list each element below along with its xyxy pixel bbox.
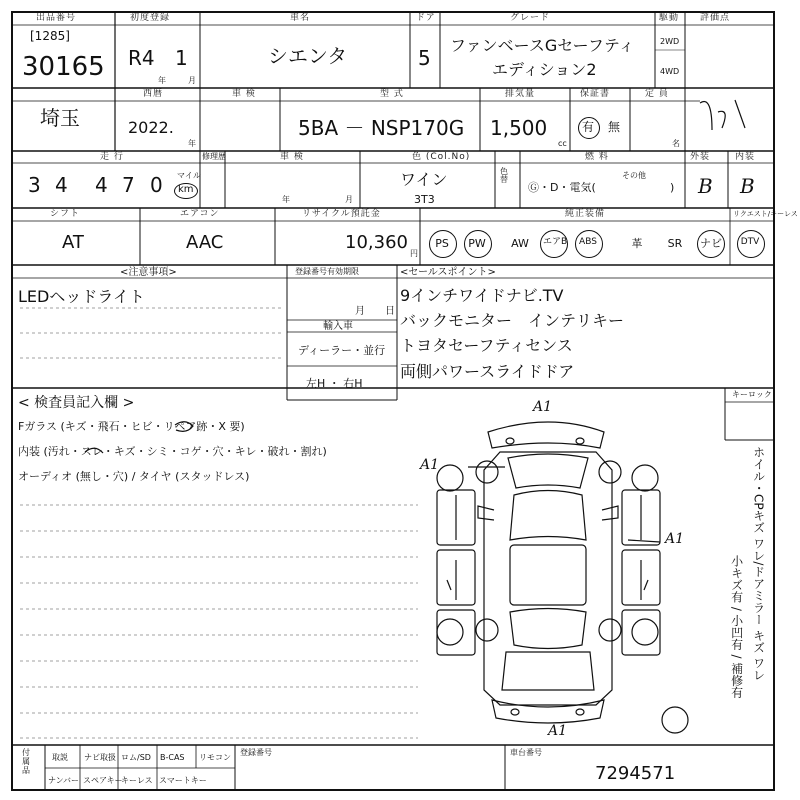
- footer-label: スペアキー: [83, 776, 123, 785]
- sales-point: 9インチワイドナビ.TV: [400, 286, 564, 305]
- meter-label: 登録番号有効期限: [295, 267, 359, 276]
- grade-line1: ファンベースGセーフティ: [450, 36, 635, 55]
- footer-label: ナビ取扱: [84, 753, 116, 762]
- reg-month: 1: [175, 46, 188, 70]
- keyless-label: リクエスト/キーレス: [733, 210, 798, 218]
- grade-line2: エディション2: [492, 60, 597, 79]
- drive-4wd: 4WD: [660, 67, 680, 76]
- interior-value: B: [740, 174, 755, 198]
- era-year: R4: [128, 46, 155, 70]
- dealer-text: ディーラー・並行: [298, 344, 386, 357]
- mileage-digit: 4: [55, 173, 68, 197]
- serial-label: 車台番号: [510, 748, 542, 757]
- interior-label: 内装: [735, 152, 756, 162]
- damage-mark-right: A1: [665, 531, 685, 547]
- mileage-digit: 4: [95, 173, 108, 197]
- equipment-item: ナビ: [700, 237, 722, 250]
- accessories-label: 付 属 品: [22, 748, 30, 776]
- seireki-value: 2022.: [128, 118, 174, 137]
- displacement-value: 1,500: [490, 116, 548, 140]
- aircon-label: エアコン: [180, 209, 220, 219]
- steering-text: 左H ・ 右H: [306, 377, 363, 390]
- exterior-value: B: [698, 174, 713, 198]
- inspection-label: 車 検: [280, 152, 304, 162]
- seireki-label: 西暦: [143, 89, 164, 99]
- mileage-label: 走 行: [100, 152, 124, 162]
- color-code: 3T3: [414, 193, 435, 206]
- damage-mark-rear: A1: [548, 723, 568, 739]
- displacement-label: 排気量: [505, 89, 536, 99]
- capacity-unit: 名: [672, 139, 680, 148]
- caution-text: LEDヘッドライト: [18, 287, 145, 306]
- sales-point: バックモニター インテリキー: [400, 311, 625, 330]
- inspector-line1: Fガラス (キズ・飛石・ヒビ・リペア跡・X 要): [18, 420, 245, 433]
- car-name: シエンタ: [268, 44, 348, 68]
- sales-point: トヨタセーフティセンス: [400, 336, 573, 355]
- fuel-other: その他: [622, 171, 646, 180]
- capacity-label: 定 員: [645, 89, 669, 99]
- grade-label: グレード: [510, 13, 551, 23]
- footer-label: キーレス: [121, 776, 153, 785]
- seireki-year-unit: 年: [188, 139, 196, 148]
- fuel-label: 燃 料: [585, 152, 609, 162]
- model-label: 型 式: [380, 89, 404, 99]
- warranty-yes: 有: [582, 120, 595, 134]
- km-unit: km: [178, 184, 194, 195]
- color-change-label: 色替: [500, 167, 508, 184]
- side-text-repairs: 小キズ有 / 小凹有 / 補修有: [729, 555, 744, 699]
- exterior-label: 外装: [690, 152, 711, 162]
- lot-number: 30165: [22, 52, 105, 82]
- cc-unit: cc: [558, 139, 567, 148]
- year-unit: 年: [158, 76, 166, 85]
- inspector-title: < 検査員記入欄 >: [18, 395, 135, 411]
- equipment-item: AW: [511, 237, 529, 250]
- side-text-wheel-mirror: ホイル・CPキズ ワレ/ドアミラー キズ ワレ: [751, 446, 766, 682]
- caution-label: <注意事項>: [120, 267, 177, 278]
- fuel-options: Ⓖ・D・電気(: [528, 181, 596, 194]
- inspection-month: 月: [345, 195, 353, 204]
- shift-label: シフト: [50, 209, 81, 219]
- car-damage-diagram: [437, 422, 688, 733]
- equipment-item: ABS: [579, 237, 597, 247]
- month-unit: 月: [188, 76, 196, 85]
- equipment-label: 純正装備: [565, 209, 606, 219]
- meter-month: 月: [355, 306, 365, 317]
- inspector-line2: 内装 (汚れ・スレ・キズ・シミ・コゲ・穴・キレ・破れ・割れ): [18, 445, 327, 458]
- mileage-digit: 3: [28, 173, 41, 197]
- reg-number-label: 登録番号: [240, 748, 272, 757]
- footer-label: ナンバー: [48, 776, 80, 785]
- color-value: ワイン: [400, 170, 448, 189]
- inspection-year: 年: [282, 195, 290, 204]
- drive-label: 駆動: [659, 13, 680, 23]
- yen-unit: 円: [410, 249, 418, 258]
- damage-mark-left: A1: [420, 457, 440, 473]
- aircon-value: AAC: [186, 232, 224, 253]
- equipment-item: DTV: [740, 237, 760, 247]
- first-reg-label: 初度登録: [130, 13, 171, 23]
- footer-label: スマートキー: [159, 776, 207, 785]
- recycle-label: リサイクル預託金: [302, 209, 381, 219]
- region: 埼玉: [40, 106, 80, 130]
- sales-label: <セールスポイント>: [400, 267, 496, 278]
- score-label: 評価点: [700, 13, 731, 23]
- recycle-value: 10,360: [345, 232, 408, 253]
- equipment-item: PW: [468, 237, 486, 250]
- fuel-close: ): [670, 181, 675, 194]
- inspector-line3: オーディオ (無し・穴) / タイヤ (スタッドレス): [18, 470, 250, 483]
- warranty-label: 保証書: [580, 89, 611, 99]
- color-label: 色 (Col.No): [412, 152, 471, 162]
- shaken-label: 車 検: [232, 89, 256, 99]
- mileage-digit: 7: [122, 173, 135, 197]
- footer-label: リモコン: [199, 753, 231, 762]
- damage-mark-front: A1: [533, 399, 553, 415]
- lot-label: 出品番号: [36, 13, 77, 23]
- equipment-item: SR: [667, 237, 683, 250]
- mileage-digit: 0: [150, 173, 163, 197]
- footer-label: B-CAS: [160, 753, 185, 762]
- footer-label: ロム/SD: [121, 753, 151, 762]
- drive-2wd: 2WD: [660, 37, 680, 46]
- warranty-no: 無: [608, 120, 621, 134]
- import-label: 輸入車: [323, 321, 353, 332]
- mile-unit: マイル: [177, 171, 201, 180]
- model-value: 5BA － NSP170G: [298, 116, 465, 140]
- keylock-label: キーロック: [732, 390, 772, 399]
- meter-day: 日: [385, 306, 395, 317]
- equipment-item: PS: [435, 237, 449, 250]
- repair-label: 修理歴: [202, 152, 226, 161]
- car-name-label: 車名: [290, 13, 311, 23]
- doors-label: ドア: [416, 13, 436, 23]
- shift-value: AT: [62, 232, 84, 253]
- equipment-item: エアB: [543, 237, 568, 247]
- footer-label: 取説: [52, 753, 68, 762]
- lot-bracket: [1285]: [30, 29, 70, 43]
- equipment-item: 革: [631, 237, 643, 250]
- sales-point: 両側パワースライドドア: [400, 362, 575, 381]
- serial-number: 7294571: [595, 763, 676, 784]
- doors-value: 5: [418, 46, 431, 70]
